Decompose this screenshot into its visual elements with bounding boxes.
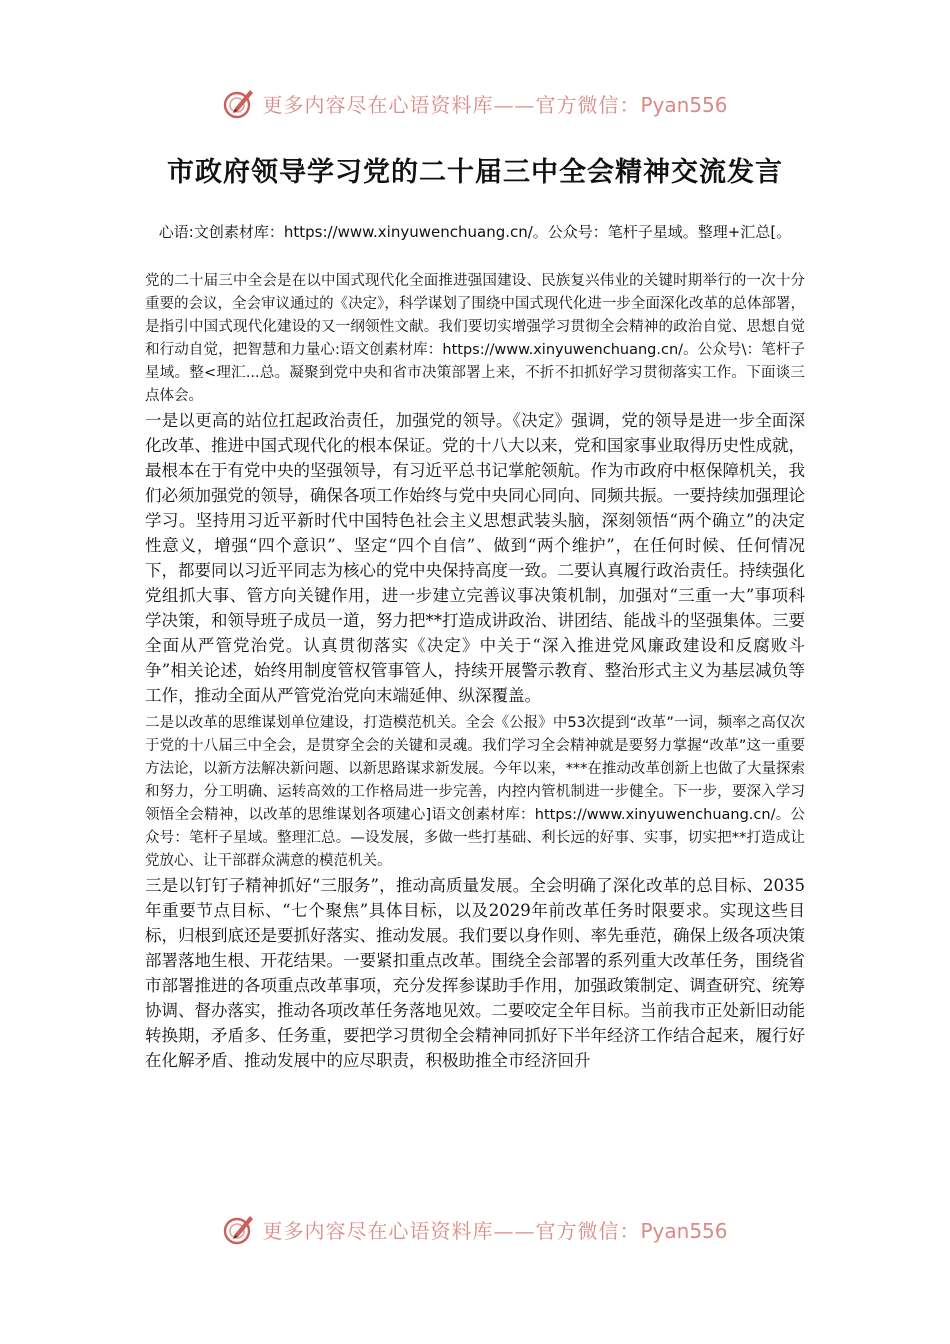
paragraph-point-three: 三是以钉钉子精神抓好“三服务”，推动高质量发展。全会明确了深化改革的总目标、2035年重要节点目标、“七个聚焦”具体目标，以及2029年前改革任务时限要求。实现这些目标，归根到底还是要抓好落实、推动发展。我们要以身作则、率先垂范，确保上级各项决策部署落地生根、开花结果。一要紧扣重点改革。围绕全会部署的系列重大改革任务，围绕省市部署推进的各项重点改革事项，充分发挥参谋助手作用，加强政策制定、调查研究、统筹协调、督办落实，推动各项改革任务落地见效。二要咬定全年目标。当前我市正处新旧动能转换期，矛盾多、任务重，要把学习贯彻全会精神同抓好下半年经济工作结合起来，履行好在化解矛盾、推动发展中的应尽职责，积极助推全市经济回升 <box>145 876 805 1070</box>
header-watermark-banner <box>0 80 950 126</box>
watermark-text: 更多内容尽在心语资料库——官方微信：Pyan556 <box>262 92 728 117</box>
pen-circle-logo-icon <box>222 1212 256 1246</box>
source-line: 心语:文创素材库：https://www.xinyuwenchuang.cn/。公众号：笔杆子星域。整理+汇总[。 <box>158 223 792 241</box>
wechat-id: Pyan556 <box>640 1218 728 1243</box>
watermark-text: 更多内容尽在心语资料库——官方微信：Pyan556 <box>262 1218 728 1243</box>
paragraph-point-one: 一是以更高的站位扛起政治责任，加强党的领导。《决定》强调，党的领导是进一步全面深化改革、推进中国式现代化的根本保证。党的十八大以来，党和国家事业取得历史性成就，最根本在于有党中央的坚强领导，有习近平总书记掌舵领航。作为市政府中枢保障机关，我们必须加强党的领导，确保各项工作始终与党中央同心同向、同频共振。一要持续加强理论学习。坚持用习近平新时代中国特色社会主义思想武装头脑，深刻领悟“两个确立”的决定性意义，增强“四个意识”、坚定“四个自信”、做到“两个维护”，在任何时候、任何情况下，都要同以习近平同志为核心的党中央保持高度一致。二要认真履行政治责任。持续强化党组抓大事、管方向关键作用，进一步建立完善议事决策机制，加强对“三重一大”事项科学决策，和领导班子成员一道，努力把**打造成讲政治、讲团结、能战斗的坚强集体。三要全面从严管党治党。认真贯彻落实《决定》中关于“深入推进党风廉政建设和反腐败斗争”相关论述，始终用制度管权管事管人，持续开展警示教育、整治形式主义为基层减负等工作，推动全面从严管党治党向末端延伸、纵深覆盖。 <box>145 411 805 705</box>
paragraph-intro: 党的二十届三中全会是在以中国式现代化全面推进强国建设、民族复兴伟业的关键时期举行的一次十分重要的会议，全会审议通过的《决定》，科学谋划了围绕中国式现代化进一步全面深化改革的总体部署，是指引中国式现代化建设的又一纲领性文献。我们要切实增强学习贯彻全会精神的政治自觉、思想自觉和行动自觉，把智慧和力量心:语文创素材库：https://www.xinyuwenchuang.cn/。公众号\：笔杆子星域。整<理汇...总。凝聚到党中央和省市决策部署上来，不折不扣抓好学习贯彻落实工作。下面谈三点体会。 <box>145 273 805 404</box>
pen-circle-logo-icon <box>222 86 256 120</box>
document-body <box>145 270 805 1073</box>
document-title: 市政府领导学习党的二十届三中全会精神交流发言 <box>167 157 783 188</box>
paragraph-point-two: 二是以改革的思维谋划单位建设，打造模范机关。全会《公报》中53次提到“改革”一词，频率之高仅次于党的十八届三中全会，是贯穿全会的关键和灵魂。我们学习全会精神就是要努力掌握“改革”这一重要方法论，以新方法解决新问题、以新思路谋求新发展。今年以来，***在推动改革创新上也做了大量探索和努力，分工明确、运转高效的工作格局进一步完善，内控内管机制进一步健全。下一步，要深入学习领悟全会精神，以改革的思维谋划各项建心]语文创素材库：https://www.xinyuwenchuang.cn/。公众号：笔杆子星域。整理汇总。—设发展，多做一些打基础、利长远的好事、实事，切实把**打造成让党放心、让干部群众满意的模范机关。 <box>145 715 805 869</box>
footer-watermark-banner <box>0 1206 950 1252</box>
wechat-id: Pyan556 <box>640 92 728 117</box>
